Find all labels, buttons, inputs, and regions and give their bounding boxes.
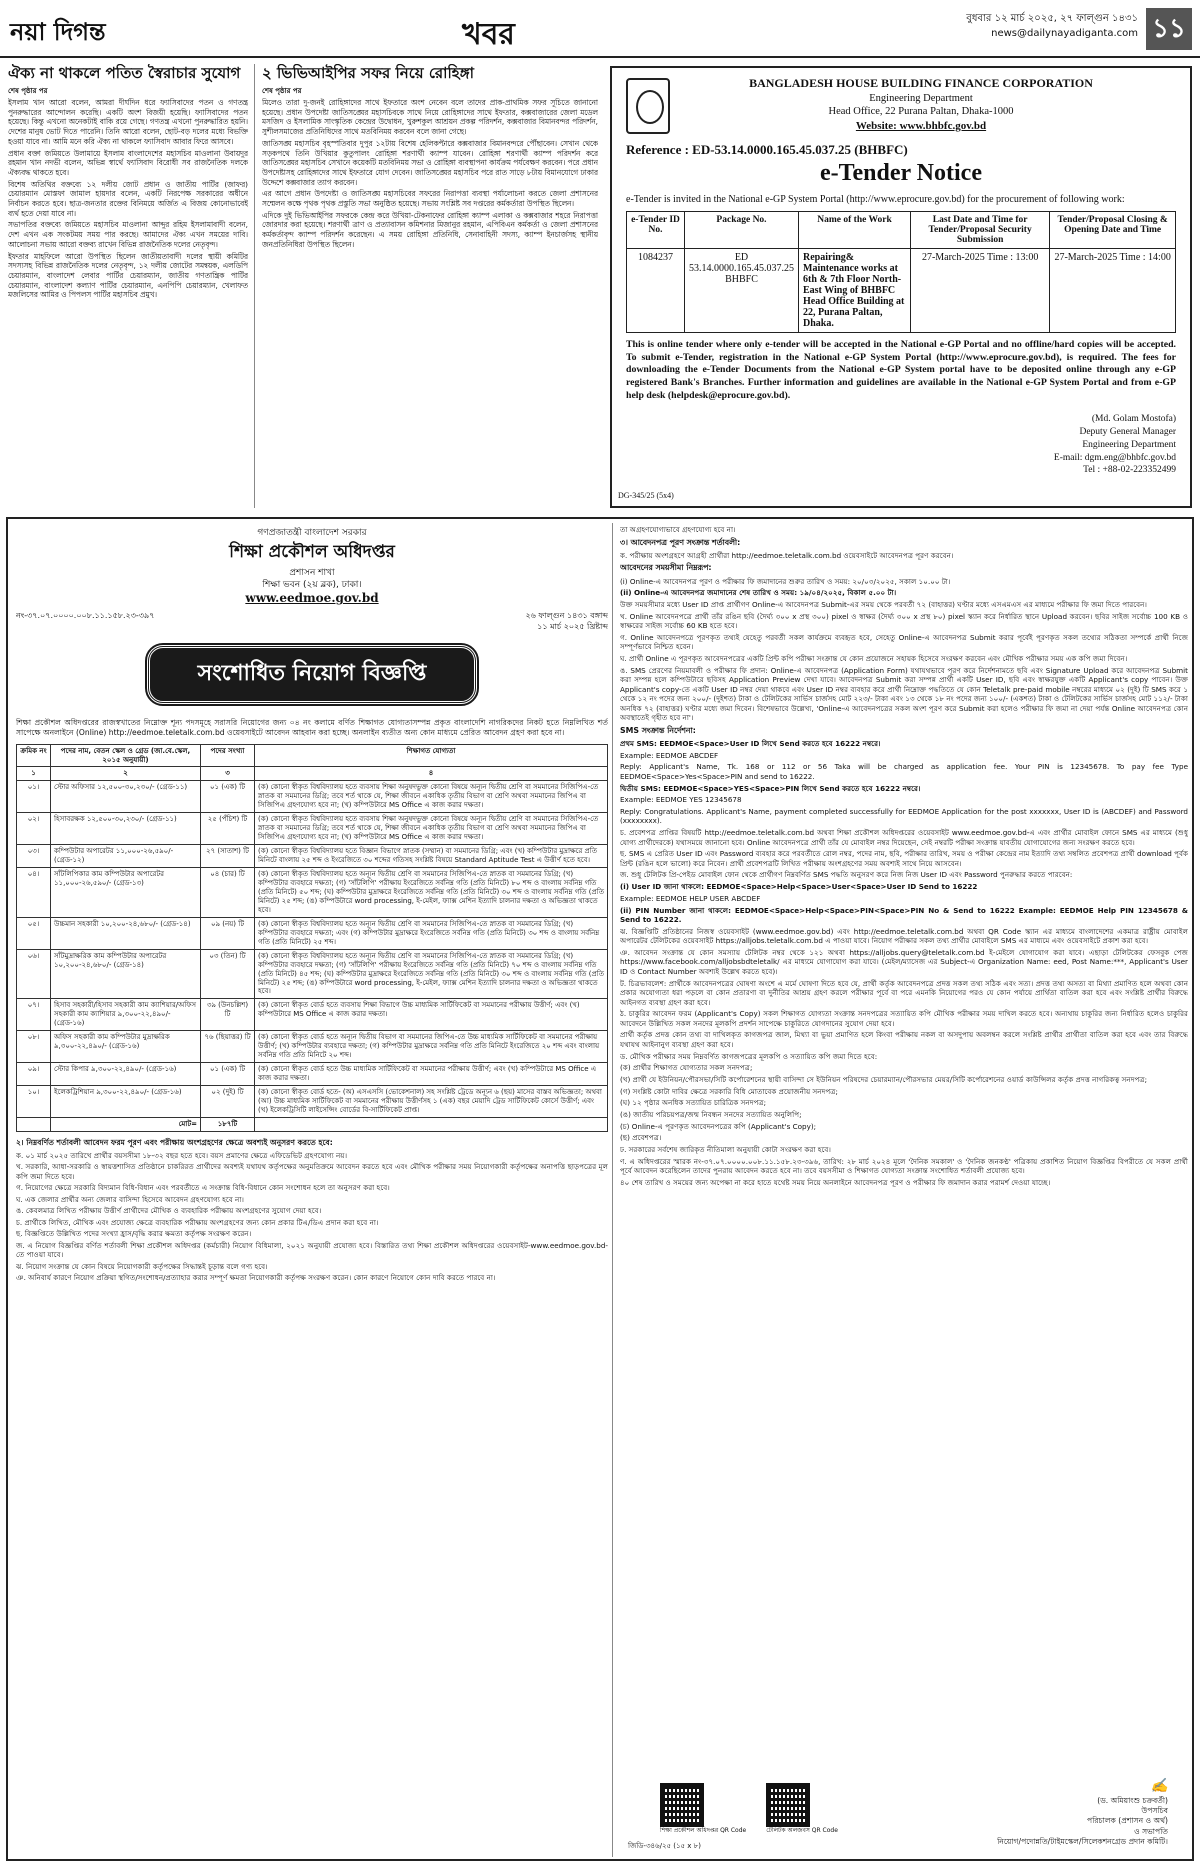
office-address: Head Office, 22 Purana Paltan, Dhaka-1000 — [828, 106, 1014, 118]
bhbfc-logo-icon — [626, 78, 670, 134]
table-cell: (ক) কোনো স্বীকৃত বোর্ড হতে উচ্চ মাধ্যমিক সার্টিফিকেট বা সমমানের পরীক্ষায় উত্তীর্ণ; এবং (খ) কম্পিউটারে MS Office এ কাজ করার দক্ষতা। — [255, 1063, 608, 1086]
table-cell: ০৪ (চার) টি — [201, 868, 255, 918]
table-cell: ০৪। — [17, 868, 51, 918]
table-cell: (ক) কোনো স্বীকৃত বিশ্ববিদ্যালয় হতে বিজ্ঞান বিভাগে স্নাতক (সম্মান) বা সমমানের ডিগ্রি; এবং (খ) কম্পিউটার মুদ্রাক্ষরে প্রতি মিনিটে বাংলায় ২৫ শব্দ ও ইংরেজিতে ৩০ শব্দের গতিসহ সংশ্লিষ্ট বিষয়ে Standard Aptitude Test এ উত্তীর্ণ হতে হবে। — [255, 845, 608, 868]
instruction-paragraph: চ. প্রবেশপত্র প্রাপ্তির বিষয়টি http://eedmoe.teletalk.com.bd অথবা শিক্ষা প্রকৌশল অধিদপ্তরের ওয়েবসাইট www.eedmoe.gov.bd-এ এবং প্রার্থীর মোবাইল ফোনে SMS এর মাধ্যমে (শুধু যোগ্য প্রার্থীদেরকে) যথাসময়ে জানানো হবে। Online আবেদনপত্রে প্রার্থী তাঁর যে মোবাইল নম্বর দিয়েছেন, সেই নম্বরটি পরীক্ষা সংক্রান্ত যাবতীয় যোগাযোগের জন্য সংরক্ষণ করতে হবে। — [620, 828, 1188, 847]
committee-name: নিয়োগ/পদোন্নতি/টাইমস্কেল/সিলেকশনগ্রেড প্রদান কমিটি। — [997, 1836, 1168, 1846]
table-header: ২ — [51, 767, 201, 781]
table-header: e-Tender ID No. — [627, 211, 685, 248]
instruction-paragraph: (i) User ID জানা থাকলে: EEDMOE<Space>Help<Space>User<Space>User ID Send to 16222 — [620, 882, 978, 892]
instruction-paragraph: আবেদনের সময়সীমা নিম্নরূপ: — [620, 563, 712, 573]
table-cell: অফিস সহকারী কাম কম্পিউটার মুদ্রাক্ষরিক ৯,৩০০-২২,৪৯০/- (গ্রেড-১৬) — [51, 1031, 201, 1063]
dept-name: শিক্ষা প্রকৌশল অধিদপ্তর — [229, 542, 395, 563]
article-headline: ২ ভিভিআইপির সফর নিয়ে রোহিঙ্গা — [262, 64, 474, 82]
table-cell: ০৫। — [17, 917, 51, 949]
table-cell: ০১ (এক) টি — [201, 1063, 255, 1086]
instruction-paragraph: ঞ. আবেদন সংক্রান্ত যে কোন সমস্যায় টেলিটক নম্বর থেকে ১২১ অথবা https://alljobs.query@teletalk.com.bd ই-মেইলে যোগাযোগ করা যাবে। এছাড়া টেলিটকের ফেসবুক পেজ https://www.facebook.com/alljobsbdteletalk/ এর মাধ্যমে যোগাযোগ করা যাবে। (মেইল/ম্যাসেজ এর Subject-এ Organization Name: eed, Post Name:***, Applicant's User ID ও Contact Number অবশ্যই উল্লেখ করতে হবে)। — [620, 947, 1188, 976]
table-cell: (ক) কোনো স্বীকৃত বিশ্ববিদ্যালয় হতে ব্যবসায় শিক্ষা অনুষদভুক্ত কোনো বিষয়ে অন্যূন দ্বিতীয় শ্রেণি বা সমমানের সিজিপিএ-তে স্নাতক বা সমমানের ডিগ্রি; তবে শর্ত থাকে যে, শিক্ষা জীবনে একাধিক তৃতীয় বিভাগ বা শ্রেণি অথবা সমমানের জিপিএ বা সিজিপিএ গ্রহণযোগ্য হবে না; (খ) কম্পিউটারে MS Office এ কাজ করার দক্ষতা। — [255, 781, 608, 813]
table-cell: Repairing& Maintenance works at 6th & 7th Floor North-East Wing of BHBFC Head Office Building at 22, Purana Paltan, Dhaka. — [799, 248, 911, 332]
signatory-name: (ড. অমিয়াংশু চক্রবর্তী) — [1097, 1795, 1168, 1805]
table-header: Package No. — [685, 211, 799, 248]
memo-line — [16, 611, 608, 632]
condition-item: ছ. বিজ্ঞপ্তিতে উল্লিখিত পদের সংখ্যা হ্রাস/বৃদ্ধি করার ক্ষমতা কর্তৃপক্ষ সংরক্ষণ করেন। — [16, 1229, 252, 1239]
memo-date-english: ১১ মার্চ ২০২৫ খ্রিষ্টাব্দ — [537, 621, 608, 631]
qr-code-icon[interactable] — [660, 1783, 704, 1827]
instruction-paragraph: ঘ. প্রার্থী Online এ পূরণকৃত আবেদনপত্রের একটি প্রিন্ট কপি পরীক্ষা সংক্রান্ত যে কোন প্রয়োজনে সহায়ক হিসেবে সংরক্ষণ করবেন এবং মৌখিক পরীক্ষার সময় এক কপি জমা দিবেন। — [620, 654, 1128, 663]
column-divider — [254, 64, 255, 508]
table-cell: (ক) কোনো স্বীকৃত বিশ্ববিদ্যালয় হতে অন্যূন দ্বিতীয় শ্রেণি বা সমমানের সিজিপিএ-তে স্নাতক বা সমমানের ডিগ্রি; (খ) কম্পিউটার ব্যবহারে দক্ষতা; (গ) 'সাঁটলিপি' পরীক্ষায় ইংরেজিতে সর্বনিম্ন গতি (প্রতি মিনিটে) ৮০ শব্দ ও বাংলায় সর্বনিম্ন গতি (প্রতি মিনিটে) ৫০ শব্দ; (ঘ) কম্পিউটার মুদ্রাক্ষরে ইংরেজিতে সর্বনিম্ন গতি (প্রতি মিনিটে) ৩০ শব্দ ও বাংলায় সর্বনিম্ন গতি (প্রতি মিনিটে) ২৫ শব্দ; (ঙ) কম্পিউটারে word processing, ই-মেইল, ফ্যাক্স মেশিন ইত্যাদি চালনার দক্ষতা ও অভিজ্ঞতা থাকতে হবে। — [255, 868, 608, 918]
table-cell: ED 53.14.0000.165.45.037.25 BHBFC — [685, 248, 799, 332]
table-cell — [17, 1117, 51, 1131]
conditions-list — [16, 1151, 608, 1283]
table-header: ১ — [17, 767, 51, 781]
article-paragraph: ইসলাম খান আরো বলেন, আমরা দীর্ঘদিন ধরে ফ্যাসিবাদের পতন ও গণতন্ত্র পুনরুদ্ধারের আন্দোলন করেছি। একটি অংশ বিজয়ী হয়েছি। ফ্যাসিবাদের পতন হয়েছে। কিন্তু এখনো অনেকটাই বাকি রয়ে গেছে। গণতন্ত্র এখনো পুনরুদ্ধারিত হয়নি। দেশের মানুষ ভোট দিতে পারেনি। তিনি আরো বলেন, ছোট-বড় দলের মধ্যে বিভক্তি হওয়া যাবে না। আমি মনে করি ঐক্য না থাকলে ফ্যাসিবাদ আবার ফিরে আসবে। — [8, 97, 248, 146]
qr-caption: শিক্ষা প্রকৌশল অধিদপ্তর QR Code — [660, 1827, 747, 1835]
table-cell: ০৮। — [17, 1031, 51, 1063]
table-cell: কম্পিউটার অপারেটর ১১,০০০-২৬,৫৯০/- (গ্রেড-১২) — [51, 845, 201, 868]
contact-email[interactable]: news@dailynayadiganta.com — [991, 27, 1138, 39]
ad-header — [16, 527, 608, 605]
notice-intro: শিক্ষা প্রকৌশল অধিদপ্তরের রাজস্বখাতের নিম্নোক্ত শূন্য পদসমূহে সরাসরি নিয়োগের জন্য ০৪ নং কলামে বর্ণিত শিক্ষাগত যোগ্যতাসম্পন্ন প্রকৃত বাংলাদেশি নাগরিকদের নিকট হতে নিম্নলিখিত শর্ত সাপেক্ষে অনলাইনে (Online) http://eedmoe.teletalk.com.bd ওয়েবসাইটে আবেদন আহবান করা হচ্ছে। অনলাইন ব্যতীত অন্য কোন মাধ্যমে প্রেরিত আবেদন গ্রহণ করা হবে না। — [16, 717, 608, 737]
article-paragraph: বিশেষ অতিথির বক্তব্যে ১২ দলীয় জোট প্রধান ও জাতীয় পার্টির (জাফর) চেয়ারম্যান মোস্তফা জামাল হায়দার বলেন, একটি নিরপেক্ষ সরকারের অধীনে নির্বাচন করতে হবে। ছাত্র-জনতার রক্তের বিনিময়ে অর্জিত এ বিজয় কোনোভাবেই ব্যর্থ হতে দেয়া যাবে না। — [8, 179, 248, 218]
continuation-label: শেষ পৃষ্ঠার পর — [262, 86, 302, 95]
table-header: Tender/Proposal Closing & Opening Date and Time — [1050, 211, 1176, 248]
condition-item: গ. নিয়োগের ক্ষেত্রে সরকারি বিদ্যমান বিধি-বিধান এবং পরবর্তীতে এ সংক্রান্ত বিধি-বিধানে কোন সংশোধন হলে তা অনুসরণ করা হবে। — [16, 1183, 390, 1193]
table-cell: সাঁটমুদ্রাক্ষরিক কাম কম্পিউটার অপারেটর ১০,২০০-২৪,৬৮০/- (গ্রেড-১৪) — [51, 949, 201, 999]
table-cell: স্টোর অফিসার ১২,৫০০-৩০,২৩০/- (গ্রেড-১১) — [51, 781, 201, 813]
table-cell: ২৫ (পঁচিশ) টি — [201, 813, 255, 845]
article-paragraph: জাতিসঙ্ঘ মহাসচিব বৃহস্পতিবার দুপুর ১২টায় বিশেষ হেলিকপ্টারে কক্সবাজার বিমানবন্দরে পৌঁছাবেন। সেখান থেকে সড়কপথে তিনি উখিয়ার কুতুপালং রোহিঙ্গা শরণার্থী ক্যাম্প যাবেন। রোহিঙ্গা শরণার্থী ক্যাম্প পরিদর্শন করে জাতিসঙ্ঘের মহাসচিব সেখানে কয়েকটি মতবিনিময় সভা ও রোহিঙ্গা ব্যবস্থাপনা কার্যক্রম পর্যবেক্ষণ করবেন। পরে প্রধান উপদেষ্টাসহ রোহিঙ্গাদের সাথে ইফতারে যোগ দেবেন। জাতিসঙ্ঘের মহাসচিব পরে রাত সাড়ে ৮টায় বিমানযোগে ঢাকার উদ্দেশে কক্সবাজার ত্যাগ করবেন। — [262, 138, 598, 187]
instruction-paragraph: ঝ. বিজ্ঞপ্তিটি প্রতিষ্ঠানের নিজস্ব ওয়েবসাইট (www.eedmoe.gov.bd) এবং http://eedmoe.teletalk.com.bd অথবা QR Code স্ক্যান এর মাধ্যমে বাংলাদেশের একমাত্র রাষ্ট্রীয় মোবাইল অপারেটর টেলিটকের ওয়েবসাইট https://alljobs.teletalk.com.bd এ পাওয়া যাবে। নিয়োগ পরীক্ষার সকল তথ্য প্রার্থীর মোবাইলে SMS এর মাধ্যমে এবং ওয়েবসাইটে প্রকাশ করা হবে। — [620, 926, 1188, 946]
section-title: খবর — [462, 17, 515, 52]
issue-date: বুধবার ১২ মার্চ ২০২৫, ২৭ ফাল্গুন ১৪৩১ — [966, 13, 1138, 24]
table-cell: ০১ (এক) টি — [201, 781, 255, 813]
instruction-paragraph: (ছ) প্রবেশপত্র। — [620, 1133, 662, 1143]
table-cell: (ক) কোনো স্বীকৃত বিশ্ববিদ্যালয় হতে অন্যূন দ্বিতীয় শ্রেণি বা সমমানের সিজিপিএ-তে স্নাতক বা সমমানের ডিগ্রি; (খ) কম্পিউটার ব্যবহারে দক্ষতা; (গ) 'সাঁটলিপি' পরীক্ষায় ইংরেজিতে সর্বনিম্ন গতি (প্রতি মিনিটে) ৭০ শব্দ ও বাংলায় সর্বনিম্ন গতি (প্রতি মিনিটে) ৪৫ শব্দ; (ঘ) কম্পিউটার মুদ্রাক্ষরে ইংরেজিতে সর্বনিম্ন গতি (প্রতি মিনিটে) ৩০ শব্দ ও বাংলায় সর্বনিম্ন গতি (প্রতি মিনিটে) ২৫ শব্দ; (ঙ) কম্পিউটারে word processing, ই-মেইল, ফ্যাক্স মেশিন ইত্যাদি চালনার দক্ষতা ও অভিজ্ঞতা থাকতে হবে। — [255, 949, 608, 999]
memo-date — [525, 611, 608, 632]
instruction-paragraph: (i) Online-এ আবেদনপত্র পূরণ ও পরীক্ষার ফি জমাদানের শুরুর তারিখ ও সময়: ২০/০৩/২০২৫, সকাল ১০.০০ টা। — [620, 576, 951, 586]
table-header: পদের সংখ্যা — [201, 744, 255, 767]
page-number: ১১ — [1146, 8, 1192, 50]
dept-name: Engineering Department — [869, 92, 973, 104]
tender-title: e-Tender Notice — [820, 159, 982, 186]
qr-code-icon[interactable] — [766, 1783, 810, 1827]
continuation-label: শেষ পৃষ্ঠার পর — [8, 86, 48, 95]
table-cell: ০৩ (তিন) টি — [201, 949, 255, 999]
table-row — [17, 917, 608, 949]
application-instructions — [620, 525, 1188, 1188]
instruction-paragraph: তা অগ্রহণযোগ্যভাবে গ্রহণযোগ্য হবে না। — [620, 525, 736, 534]
table-cell: ০৯ (নয়) টি — [201, 917, 255, 949]
branch-name: প্রশাসন শাখা — [289, 568, 335, 579]
signatory-title: Deputy General Manager — [1079, 427, 1176, 438]
table-row — [17, 949, 608, 999]
table-header: Name of the Work — [799, 211, 911, 248]
eedmoe-recruitment-ad — [6, 517, 1194, 1861]
org-name: BANGLADESH HOUSE BUILDING FINANCE CORPORATION — [749, 76, 1093, 90]
bhbfc-tender-ad — [610, 66, 1192, 508]
table-cell: 27-March-2025 Time : 14:00 — [1050, 248, 1176, 332]
instruction-paragraph: উক্ত সময়সীমার মধ্যে User ID প্রাপ্ত প্রার্থীগণ Online-এ আবেদনপত্র Submit-এর সময় থেকে পরবর্তী ৭২ (বাহাত্তর) ঘণ্টার মধ্যে এসএমএস এর মাধ্যমে পরীক্ষার ফি জমা দিতে পারবেন। — [620, 599, 1147, 609]
instruction-paragraph: Example: EEDMOE YES 12345678 — [620, 795, 742, 805]
article-paragraph: মিলেও তারা দু-জনই রোহিঙ্গাদের সাথে ইফতারে অংশ নেবেন বলে তাদের প্রাক-প্রাথমিক সফর সূচিতে জানানো হয়েছে। প্রধান উপদেষ্টা জাতিসঙ্ঘের মহাসচিবকে সাথে নিয়ে রোহিঙ্গাদের সাথে ইফতার, কক্সবাজারের জেলা মডেল মসজিদ ও ইসলামিক সাংস্কৃতিক কেন্দ্রের উদ্বোধন, খুরুশকুল আশ্রয়ন প্রকল্প পরিদর্শন, কক্সবাজার বিমানবন্দর পরিদর্শন, সুশীলসমাজের প্রতিনিধিদের সাথে মতবিনিময় করবেন বলে জানা গেছে। — [262, 97, 598, 137]
instruction-paragraph: (ii) Online-এ আবেদনপত্র জমাদানের শেষ তারিখ ও সময়: ১৯/০৪/২০২৫, বিকাল ৫.০০ টা। — [620, 588, 897, 598]
gov-name: গণপ্রজাতন্ত্রী বাংলাদেশ সরকার — [257, 528, 367, 538]
instruction-paragraph: ণ. এ অধিদপ্তরের স্মারক নং-৩৭.০৭.০০০০.০০৮.১১.১৫৮.২৩-৩৯৬, তারিখ: ২৮ মার্চ ২০২৪ মূলে 'দৈনিক সমকাল' ও 'দৈনিক জনকণ্ঠ' পত্রিকায় প্রকাশিত নিয়োগ বিজ্ঞপ্তির বিপরীতে যে সকল প্রার্থী পূর্বে আবেদন করেছিলেন তাদের পুনরায় আবেদন করতে হবে না। তবে বয়সসীমা ও শিক্ষাগত যোগ্যতা সংক্রান্ত সংশোধিত শর্তাবলী প্রযোজ্য হবে। — [620, 1156, 1188, 1176]
instruction-paragraph: ক. পরীক্ষায় অংশগ্রহণে আগ্রহী প্রার্থীরা http://eedmoe.teletalk.com.bd ওয়েবসাইটে আবেদনপত্র পূরণ করবেন। — [620, 550, 954, 560]
qr-caption: টেলিটক অলজবস QR Code — [766, 1827, 838, 1835]
ad-right-column — [620, 525, 1188, 1855]
table-cell: ৩৯ (উনচল্লিশ) টি — [201, 999, 255, 1031]
header-info — [966, 12, 1138, 41]
table-row — [17, 1063, 608, 1086]
tender-signature — [626, 413, 1176, 477]
signatory-dept: Engineering Department — [1082, 439, 1176, 450]
table-cell: ০৩। — [17, 845, 51, 868]
condition-item: জ. এ নিয়োগ বিজ্ঞপ্তির বর্ণিত শর্তাবলী শিক্ষা প্রকৌশল অধিদপ্তর (কর্মচারী) নিয়োগ বিধিমালা, ২০২১ অনুযায়ী প্রযোজ্য হবে। বিস্তারিত তথ্য শিক্ষা প্রকৌশল অধিদপ্তরের ওয়েবসাইট-www.eedmoe.gov.bd-তে পাওয়া যাবে। — [16, 1240, 608, 1260]
table-cell: ০৭। — [17, 999, 51, 1031]
condition-item: ক. ০১ মার্চ ২০২৫ তারিখে প্রার্থীর বয়সসীমা ১৮-৩২ বছর হতে হবে। বয়স প্রমাণের ক্ষেত্রে এফিডেভিট গ্রহণযোগ্য নয়। — [16, 1150, 348, 1160]
instruction-paragraph: ৪০ শেষ তারিখ ও সময়ের জন্য অপেক্ষা না করে হাতে যথেষ্ট সময় নিয়ে অনলাইনে আবেদনপত্র পূরণ ও পরীক্ষার ফি জমাদান করার পরামর্শ দেওয়া যাচ্ছে। — [620, 1178, 1051, 1188]
instruction-paragraph: খ. Online আবেদনপত্রে প্রার্থী তাঁর রঙিন ছবি (দৈর্ঘ্য ৩০০ x প্রস্থ ৩০০) pixel ও স্বাক্ষর (দৈর্ঘ্য ৩০০ x প্রস্থ ৮০) pixel স্ক্যান করে নির্ধারিত স্থানে Upload করবেন। ছবির সাইজ সর্বোচ্চ 100 KB ও স্বাক্ষরের সাইজ সর্বোচ্চ 60 KB হতে হবে। — [620, 611, 1188, 631]
signatory-title: পরিচালক (প্রশাসন ও অর্থ) — [1087, 1816, 1168, 1826]
instruction-paragraph: (ক) প্রার্থীর শিক্ষাগত যোগ্যতার সকল সনদপত্র; — [620, 1063, 753, 1073]
ad-left-column — [16, 527, 608, 1853]
total-label: মোট= — [51, 1117, 201, 1131]
memo-number: নং-৩৭.০৭.০০০০.০০৮.১১.১৫৮.২৩-৩৯৭ — [16, 611, 155, 621]
newspaper-header — [0, 0, 1200, 58]
table-row — [17, 999, 608, 1031]
instruction-paragraph: Reply: Applicant's Name, Tk. 168 or 112 or 56 Taka will be charged as application fee. Your PIN is 12345678. To pay fee Type EEDMOE<Space>Yes<Space>PIN and send to 16222. — [620, 762, 1188, 781]
article-headline: ঐক্য না থাকলে পতিত স্বৈরাচার সুযোগ — [8, 64, 241, 82]
signatory-name: (Md. Golam Mostofa) — [1091, 414, 1176, 425]
signature-scrawl: ✍ — [1150, 1777, 1168, 1794]
posts-table — [16, 744, 608, 1132]
table-cell: ০৬। — [17, 949, 51, 999]
table-cell: হিসাবরক্ষক ১২,৫০০-৩০,২৩০/- (গ্রেড-১১) — [51, 813, 201, 845]
instruction-paragraph: (খ) প্রার্থী যে ইউনিয়ন/পৌরসভা/সিটি কর্পোরেশনের স্থায়ী বাসিন্দা সে ইউনিয়ন পরিষদের চেয়ারম্যান/পৌরসভার মেয়র/সিটি কর্পোরেশনের ওয়ার্ড কাউন্সিলর কর্তৃক প্রদত্ত নাগরিকত্ব সনদপত্র; — [620, 1075, 1148, 1085]
table-row — [17, 813, 608, 845]
instruction-paragraph: (ঙ) জাতীয় পরিচয়পত্র/জন্ম নিবন্ধন সনদের সত্যায়িত অনুলিপি; — [620, 1110, 802, 1120]
table-cell: সাঁটলিপিকার কাম কম্পিউটার অপারেটর ১১,০০০-২৬,৫৯০/- (গ্রেড-১৩) — [51, 868, 201, 918]
instruction-paragraph: ট. চিত্রভাবলেশ: প্রার্থীকে আবেদনপত্রের ঘোষণা অংশে এ মর্মে ঘোষণা দিতে হবে যে, প্রার্থী কর্তৃক আবেদনপত্রে প্রদত্ত সকল তথ্য সঠিক এবং সত্য। প্রদত্ত তথ্য অসত্য বা মিথ্যা প্রমাণিত হলে অথবা কোন প্রকার অযোগ্যতা ধরা পড়লে বা কোন প্রতারণা বা দুর্নীতির আশ্রয় গ্রহণ করলে পরীক্ষার পূর্বে বা পরে এমনকি নিয়োগের পরও যে কোন পর্যায়ে প্রার্থিতা বাতিল করা হবে এবং সংশ্লিষ্ট প্রার্থীর বিরুদ্ধে আইনগত ব্যবস্থা গ্রহণ করা হবে। — [620, 978, 1188, 1007]
ad-code: জিডি-৩৪৬/২৫ (১৫ x ৮) — [628, 1841, 701, 1850]
table-cell: ১০। — [17, 1086, 51, 1118]
news-article-unity — [8, 64, 248, 504]
table-cell: ০১। — [17, 781, 51, 813]
table-cell: ৭৬ (ছিয়াত্তর) টি — [201, 1031, 255, 1063]
dept-address: শিক্ষা ভবন (২য় ব্লক), ঢাকা। — [262, 580, 362, 591]
instruction-paragraph: প্রথম SMS: EEDMOE<Space>User ID লিখে Send করতে হবে 16222 নম্বরে। — [620, 738, 881, 748]
table-cell: হিসাব সহকারী/হিসাব সহকারী কাম ক্যাশিয়ার/অফিস সহকারী কাম ক্যাশিয়ার ৯,৩০০-২২,৪৯০/- (গ্রেড-১৬) — [51, 999, 201, 1031]
table-cell: উচ্চমান সহকারী ১০,২০০-২৪,৬৮০/- (গ্রেড-১৪) — [51, 917, 201, 949]
table-cell: স্টোর কিপার ৯,৩০০-২২,৪৯০/- (গ্রেড-১৬) — [51, 1063, 201, 1086]
tender-note: This is online tender where only e-tender will be accepted in the National e-GP Portal and no offline/hard copies will be accepted. To submit e-Tender, registration in the National e-GP System Portal (http://www.eprocure.gov.bd), is required. The fees for downloading the e-Tender Documents from the National e-GP System portal have to be deposited online through any e-GP registered Bank's Branches. Further information and guidelines are available in the National e-GP System Portal and from e-GP help desk (helpdesk@eprocure.gov.bd). — [626, 338, 1176, 402]
signatory-email[interactable]: E-mail: dgm.eng@bhbfc.gov.bd — [1053, 452, 1176, 463]
ad-code: DG-345/25 (5x4) — [618, 491, 674, 500]
news-article-rohingya — [262, 64, 598, 504]
instruction-paragraph: (চ) Online-এ পূরণকৃত আবেদনপত্রের কপি (Applicant's Copy); — [620, 1121, 817, 1131]
instruction-paragraph: জ. শুধু টেলিটক প্রি-পেইড মোবাইল ফোন থেকে প্রার্থীগণ নিম্নবর্ণিত SMS পদ্ধতি অনুসরণ করে নিজ নিজ User ID এবং Password পুনরুদ্ধার করতে পারবেন: — [620, 870, 1073, 880]
table-cell: ২৭ (সাতাশ) টি — [201, 845, 255, 868]
instruction-paragraph: প্রার্থী কর্তৃক প্রদত্ত কোন তথ্য বা দাখিলকৃত কাগজপত্র জাল, মিথ্যা বা ভুয়া প্রমাণিত হলে কিংবা পরীক্ষায় নকল বা অসদুপায় অবলম্বন করলে সংশ্লিষ্ট প্রার্থীর প্রার্থীতা বাতিল করা হবে এবং তার বিরুদ্ধে যথাযথ আইনানুগ ব্যবস্থা গ্রহণ করা হবে। — [620, 1030, 1188, 1049]
signatory-phone: Tel : +88-02-223352499 — [1083, 465, 1176, 476]
memo-date-bangla: ২৬ ফাল্গুন ১৪৩১ বঙ্গাব্দ — [525, 611, 608, 621]
table-header: ৩ — [201, 767, 255, 781]
instruction-paragraph: ড. মৌখিক পরীক্ষার সময় নিম্নবর্ণিত কাগজপত্রের মূলকপি ও সত্যায়িত কপি জমা দিতে হবে: — [620, 1051, 878, 1061]
instruction-paragraph: ঢ. সরকারের সর্বশেষ জারিকৃত নীতিমালা অনুযায়ী কোটা সংরক্ষণ করা হবে। — [620, 1145, 831, 1155]
table-cell: 27-March-2025 Time : 13:00 — [911, 248, 1050, 332]
condition-item: ঙ. কেবলমাত্র লিখিত পরীক্ষায় উত্তীর্ণ প্রার্থীদের মৌখিক ও ব্যবহারিক পরীক্ষায় অংশগ্রহণের সুযোগ দেয়া হবে। — [16, 1206, 322, 1216]
instruction-paragraph: ঠ. চাকুরির আবেদন ফরম (Applicant's Copy) সকল শিক্ষাগত যোগ্যতা সংক্রান্ত সনদপত্রের সত্যায়িত কপি মৌখিক পরীক্ষার সময় দাখিল করতে হবে। অন্যথায় চাকুরির জন্য নির্ধারিত হলেও চাকুরির আবেদনে উল্লিখিত সকল সনদের মূলকপি প্রদর্শন সাপেক্ষে চাকুরিতে যোগদানের সুযোগ দেয়া হবে। — [620, 1009, 1188, 1028]
instruction-paragraph: SMS সংক্রান্ত নির্দেশনা: — [620, 725, 696, 735]
column-divider — [612, 523, 613, 1857]
table-row — [17, 868, 608, 918]
instruction-paragraph: ছ. SMS এ প্রেরিত User ID এবং Password ব্যবহার করে পরবর্তীতে রোল নম্বর, পদের নাম, ছবি, পরীক্ষার তারিখ, সময় ও পরীক্ষা কেন্দ্রের নাম ইত্যাদি তথ্য সম্বলিত প্রবেশপত্র প্রার্থী download পূর্বক প্রিন্ট (রঙিন হলে ভালো) করে নিবেন। প্রার্থী প্রবেশপত্রটি লিখিত পরীক্ষায় অংশগ্রহণের সময় অবশ্যই সাথে নিয়ে আসবেন। — [620, 849, 1188, 868]
article-paragraph: ইফতার মাহফিলে আরো উপস্থিত ছিলেন জাতীয়তাবাদী দলের স্থায়ী কমিটির সদস্যসহ বিভিন্ন রাজনৈতিক দলের নেতৃবৃন্দ, ১২ দলীয় জোটের সমন্বয়ক, এলডিপি চেয়ারম্যান, বাংলাদেশ লেবার পার্টির চেয়ারম্যান, জাতীয় গণতান্ত্রিক পার্টির চেয়ারম্যান, বাংলাদেশ কল্যাণ পার্টির চেয়ারম্যান, এনপিপি চেয়ারম্যান, খেলাফত মজলিসের আমির ও পিপলস পার্টির মহাসচিব প্রমুখ। — [8, 251, 248, 300]
condition-item: চ. প্রার্থীকে লিখিত, মৌখিক এবং প্রযোজ্য ক্ষেত্রে ব্যবহারিক পরীক্ষায় অংশগ্রহণের জন্য কোন প্রকার টিএ/ডিএ প্রদান করা হবে না। — [16, 1217, 379, 1227]
table-row — [17, 781, 608, 813]
table-row — [17, 1031, 608, 1063]
table-cell: ইলেকট্রিশিয়ান ৯,৩০০-২২,৪৯০/- (গ্রেড-১৬) — [51, 1086, 201, 1118]
table-header: পদের নাম, বেতন স্কেল ও গ্রেড (জা.বে.স্কেল, ২০১৫ অনুযায়ী) — [51, 744, 201, 767]
instruction-paragraph: Example: EEDMOE ABCDEF — [620, 750, 719, 760]
signature-block — [997, 1778, 1168, 1847]
table-cell: (ক) কোনো স্বীকৃত বোর্ড হতে অন্যূন দ্বিতীয় বিভাগ বা সমমানের জিপিএ-তে উচ্চ মাধ্যমিক সার্টিফিকেট বা সমমানের পরীক্ষায় উত্তীর্ণ; (খ) কম্পিউটার ব্যবহারে দক্ষতা; (গ) কম্পিউটার মুদ্রাক্ষরে সর্বনিম্ন গতি প্রতি মিনিটে ইংরেজিতে ২০ শব্দ এবং বাংলায় সর্বনিম্ন গতি প্রতি মিনিটে ২০ শব্দ। — [255, 1031, 608, 1063]
dept-website[interactable]: www.eedmoe.gov.bd — [245, 591, 379, 606]
table-header: Last Date and Time for Tender/Proposal Security Submission — [911, 211, 1050, 248]
table-cell: ০২। — [17, 813, 51, 845]
instruction-paragraph: (ii) PIN Number জানা থাকলে: EEDMOE<Space>Help<Space>PIN<Space>PIN No & Send to 16222 Example: EEDMOE Help PIN 12345678 & Send to 16222. — [620, 905, 1188, 925]
tender-reference: Reference : ED-53.14.0000.165.45.037.25 (BHBFC) — [626, 141, 908, 157]
tender-table — [626, 211, 1176, 333]
condition-item: ঞ. অনিবার্য কারণে নিয়োগ প্রক্রিয়া স্থগিত/সংশোধন/প্রত্যাহার করার সম্পূর্ণ ক্ষমতা নিয়োগকারী কর্তৃপক্ষ সংরক্ষণ করেন। কোন কারণে নিয়োগে কোন দাবি করতে পারবে না। — [16, 1273, 496, 1283]
ad-footer — [620, 1745, 1188, 1855]
signatory-title: উপসচিব — [1141, 1806, 1168, 1815]
table-cell: ০২ (দুই) টি — [201, 1086, 255, 1118]
tender-intro: e-Tender is invited in the National e-GP System Portal (http://www.eprocure.gov.bd) for the procurement of following work: — [626, 193, 1125, 205]
article-paragraph: এর আগে প্রধান উপদেষ্টা ও জাতিসঙ্ঘ মহাসচিবের সফরের নিরাপত্তা ব্যবস্থা পর্যালোচনা করতে জেলা প্রশাসনের সম্মেলন কক্ষে পৃথক পৃথক প্রস্তুতি সভা অনুষ্ঠিত হয়েছে। সভায় সংশ্লিষ্ট সব দপ্তরের কর্মকর্তারা উপস্থিত ছিলেন। — [262, 189, 598, 209]
table-cell: ০৯। — [17, 1063, 51, 1086]
article-paragraph: প্রধান বক্তা জমিয়তে উলামায়ে ইসলাম বাংলাদেশের মহাসচিব মাওলানা উবায়দুর রহমান খান নদভী বলেন, অভিন্ন স্বার্থে ফ্যাসিবাদ বিরোধী সব রাজনৈতিক দলকে ঐক্যবদ্ধ থাকতে হবে। — [8, 148, 248, 177]
table-cell: (ক) কোনো স্বীকৃত বোর্ড হতে- (অ) এসএসসি (ভোকেশনাল) সহ সংশ্লিষ্ট ট্রেডে অন্যূন ৬ (ছয়) মাসের বাস্তব অভিজ্ঞতা; অথবা (আ) উচ্চ মাধ্যমিক সার্টিফিকেট বা সমমানের পরীক্ষায় উত্তীর্ণসহ ১ (এক) বছর মেয়াদি ট্রেড সার্টিফিকেট কোর্সে উত্তীর্ণ; এবং (খ) ইলেকট্রিসিটি লাইসেন্সিং বোর্ডের বি-সার্টিফিকেট প্রাপ্ত। — [255, 1086, 608, 1118]
condition-item: খ. সরকারি, আধা-সরকারি ও স্বায়ত্তশাসিত প্রতিষ্ঠানে চাকরিরত প্রার্থীদের অবশ্যই যথাযথ কর্তৃপক্ষের অনুমতিক্রমে আবেদন করতে হবে এবং মৌখিক পরীক্ষার সময় নিয়োগকারী কর্তৃপক্ষের অনাপত্তি ছাড়পত্রের মূল কপি জমা দিতে হবে। — [16, 1162, 608, 1181]
instruction-paragraph: গ. Online আবেদনপত্রে পূরণকৃত তথ্যই যেহেতু পরবর্তী সকল কার্যক্রমে ব্যবহৃত হবে, সেহেতু Online-এ আবেদনপত্র Submit করার পূর্বেই পূরণকৃত সকল তথ্যের সঠিকতা সম্পর্কে প্রার্থী নিজে সম্পূর্ণভাবে নিশ্চিত হবেন। — [620, 632, 1188, 652]
condition-item: ঘ. এক জেলার প্রার্থীর অন্য জেলার বাসিন্দা হিসেবে আবেদন গ্রহণযোগ্য হবে না। — [16, 1194, 245, 1204]
instruction-paragraph: ঙ. SMS প্রেরণের নিয়মাবলী ও পরীক্ষার ফি প্রদান: Online-এ আবেদনপত্র (Application Form) যথাযথভাবে পূরণ করে নির্দেশনামতে ছবি এবং Signature Upload করে আবেদনপত্র Submit করা সম্পন্ন হলে কম্পিউটারে ছবিসহ Application Preview দেখা যাবে। আবেদনপত্র Submit করা সম্পন্ন প্রার্থী একটি User ID, ছবি এবং স্বাক্ষরযুক্ত একটি Applicant's copy পাবেন। উক্ত Applicant's copy-তে একটি User ID নম্বর দেয়া থাকবে এবং User ID নম্বর ব্যবহার করে প্রার্থী নিম্নোক্ত পদ্ধতিতে যে কোন Teletalk pre-paid mobile নম্বরের মাধ্যমে ০২ (দুই) টি SMS করে ১ থেকে ১২ নং পদের জন্য ২০০/- (দুইশত) টাকা ও টেলিটকের সার্ভিস চার্জসহ মোট ২২৩/- টাকা এবং ১৩ থেকে ১৮ নং পদের জন্য ১০০/- (একশত) টাকা ও টেলিটকের সার্ভিস চার্জসহ মোট ১১২/- টাকা অনধিক ৭২ (বাহাত্তর) ঘণ্টার মধ্যে জমা দিবেন। বিশেষভাবে উল্লেখ্য, 'Online-এ আবেদনপত্রের সকল অংশ পূরণ করে Submit করা হলেও পরীক্ষার ফি জমা না দেয়া পর্যন্ত Online আবেদনপত্র কোন অবস্থাতেই গৃহীত হবে না'। — [620, 665, 1188, 723]
instruction-paragraph: (ঘ) ১২ পৃষ্ঠার অনধিক সত্যায়িত চারিত্রিক সনদপত্র; — [620, 1098, 767, 1108]
table-cell: (ক) কোনো স্বীকৃত বিশ্ববিদ্যালয় হতে ব্যবসায় শিক্ষা অনুষদভুক্ত কোনো বিষয়ে অন্যূন দ্বিতীয় শ্রেণি বা সমমানের সিজিপিএ-তে স্নাতক বা সমমানের ডিগ্রি; তবে শর্ত থাকে যে, শিক্ষা জীবনে একাধিক তৃতীয় বিভাগ বা শ্রেণি অথবা সমমানের জিপিএ বা সিজিপিএ গ্রহণযোগ্য হবে না; (খ) কম্পিউটারে MS Office এ কাজ করার দক্ষতা। — [255, 813, 608, 845]
conditions-heading: ২। নিম্নবর্ণিত শর্তাবলী আবেদন ফরম পূরণ এবং পরীক্ষায় অংশগ্রহণের ক্ষেত্রে অবশ্যই অনুসরণ করতে হবে: — [16, 1137, 333, 1147]
total-count: ১৮৭টি — [201, 1117, 255, 1131]
qr-block[interactable] — [660, 1783, 746, 1835]
table-header: ৪ — [255, 767, 608, 781]
table-cell: (ক) কোনো স্বীকৃত বোর্ড হতে ব্যবসায় শিক্ষা বিভাগে উচ্চ মাধ্যমিক সার্টিফিকেট বা সমমানের পরীক্ষায় উত্তীর্ণ; এবং (খ) কম্পিউটারে MS Office এ কাজ করার দক্ষতা। — [255, 999, 608, 1031]
instruction-paragraph: Example: EEDMOE HELP USER ABCDEF — [620, 893, 761, 903]
qr-block[interactable] — [766, 1783, 838, 1835]
table-cell: 1084237 — [627, 248, 685, 332]
table-row — [627, 248, 1176, 332]
article-paragraph: এদিকে দুই ভিভিআইপির সফরকে কেন্দ্র করে উখিয়া-টেকনাফের রোহিঙ্গা ক্যাম্প এলাকা ও কক্সবাজার শহরে নিরাপত্তা জোরদার করা হয়েছে। শরণার্থী ত্রাণ ও প্রত্যাবাসন কমিশনার মিজানুর রহমান, এপিবিএন কর্মকর্তা ও জেলা প্রশাসনের কর্মকর্তাবৃন্দ ক্যাম্প পরিদর্শন করেছেন। এ সময় রোহিঙ্গা প্রতিনিধি, সেনাবাহিনী সদস্য, ক্যাম্প ইনচার্জসহ স্থানীয় জনপ্রতিনিধিরা উপস্থিত ছিলেন। — [262, 210, 598, 249]
table-row — [17, 845, 608, 868]
instruction-paragraph: (গ) সংশ্লিষ্ট কোটা দাবির ক্ষেত্রে সরকারি বিধি মোতাবেক প্রয়োজনীয় সনদপত্র; — [620, 1086, 838, 1096]
article-paragraph: সভাপতির বক্তব্যে জমিয়তে মহাসচিব মাওলানা আব্দুর রহিম ইসলামাবাদী বলেন, দেশ এখন এক সংকটময় সময় পার করছে। আমাদের ঐক্য এখন সময়ের দাবি। আলোচনা সভায় আরো বক্তব্য রাখেন বিভিন্ন রাজনৈতিক দলের নেতৃবৃন্দ। — [8, 220, 248, 249]
notice-banner: সংশোধিত নিয়োগ বিজ্ঞপ্তি — [147, 645, 477, 704]
tender-org-header — [666, 76, 1176, 134]
website-link[interactable]: Website: www.bhbfc.gov.bd — [855, 120, 987, 133]
instruction-paragraph: দ্বিতীয় SMS: EEDMOE<Space>YES<Space>PIN লিখে Send করতে হবে 16222 নম্বরে। — [620, 783, 921, 793]
instruction-paragraph: Reply: Congratulations. Applicant's Name, payment completed successfully for EEDMOE Application for the post xxxxxxx, User ID is (ABCDEF) and Password (xxxxxxxx). — [620, 806, 1188, 826]
table-header: শিক্ষাগত যোগ্যতা — [255, 744, 608, 767]
signatory-title: ও সভাপতি — [1134, 1826, 1168, 1836]
table-cell — [255, 1117, 608, 1131]
table-cell: (ক) কোনো স্বীকৃত বিশ্ববিদ্যালয় হতে অন্যূন দ্বিতীয় শ্রেণি বা সমমানের সিজিপিএ-তে স্নাতক বা সমমানের ডিগ্রি; (খ) কম্পিউটার ব্যবহারে দক্ষতা; এবং (গ) কম্পিউটার মুদ্রাক্ষরে ইংরেজিতে সর্বনিম্ন গতি (প্রতি মিনিটে) ৩০ শব্দ ও বাংলায় সর্বনিম্ন গতি (প্রতি মিনিটে) ২৫ শব্দ। — [255, 917, 608, 949]
newspaper-logo: নয়া দিগন্ত — [10, 17, 106, 46]
qr-codes — [660, 1783, 838, 1835]
condition-item: ঝ. নিয়োগ সংক্রান্ত যে কোন বিষয়ে নিয়োগকারী কর্তৃপক্ষের সিদ্ধান্তই চূড়ান্ত বলে গণ্য হবে। — [16, 1261, 268, 1271]
table-row — [17, 1086, 608, 1118]
table-header: ক্রমিক নং — [17, 744, 51, 767]
instruction-paragraph: ৩। আবেদনপত্র পূরণ সংক্রান্ত শর্তাবলী: — [620, 537, 741, 547]
